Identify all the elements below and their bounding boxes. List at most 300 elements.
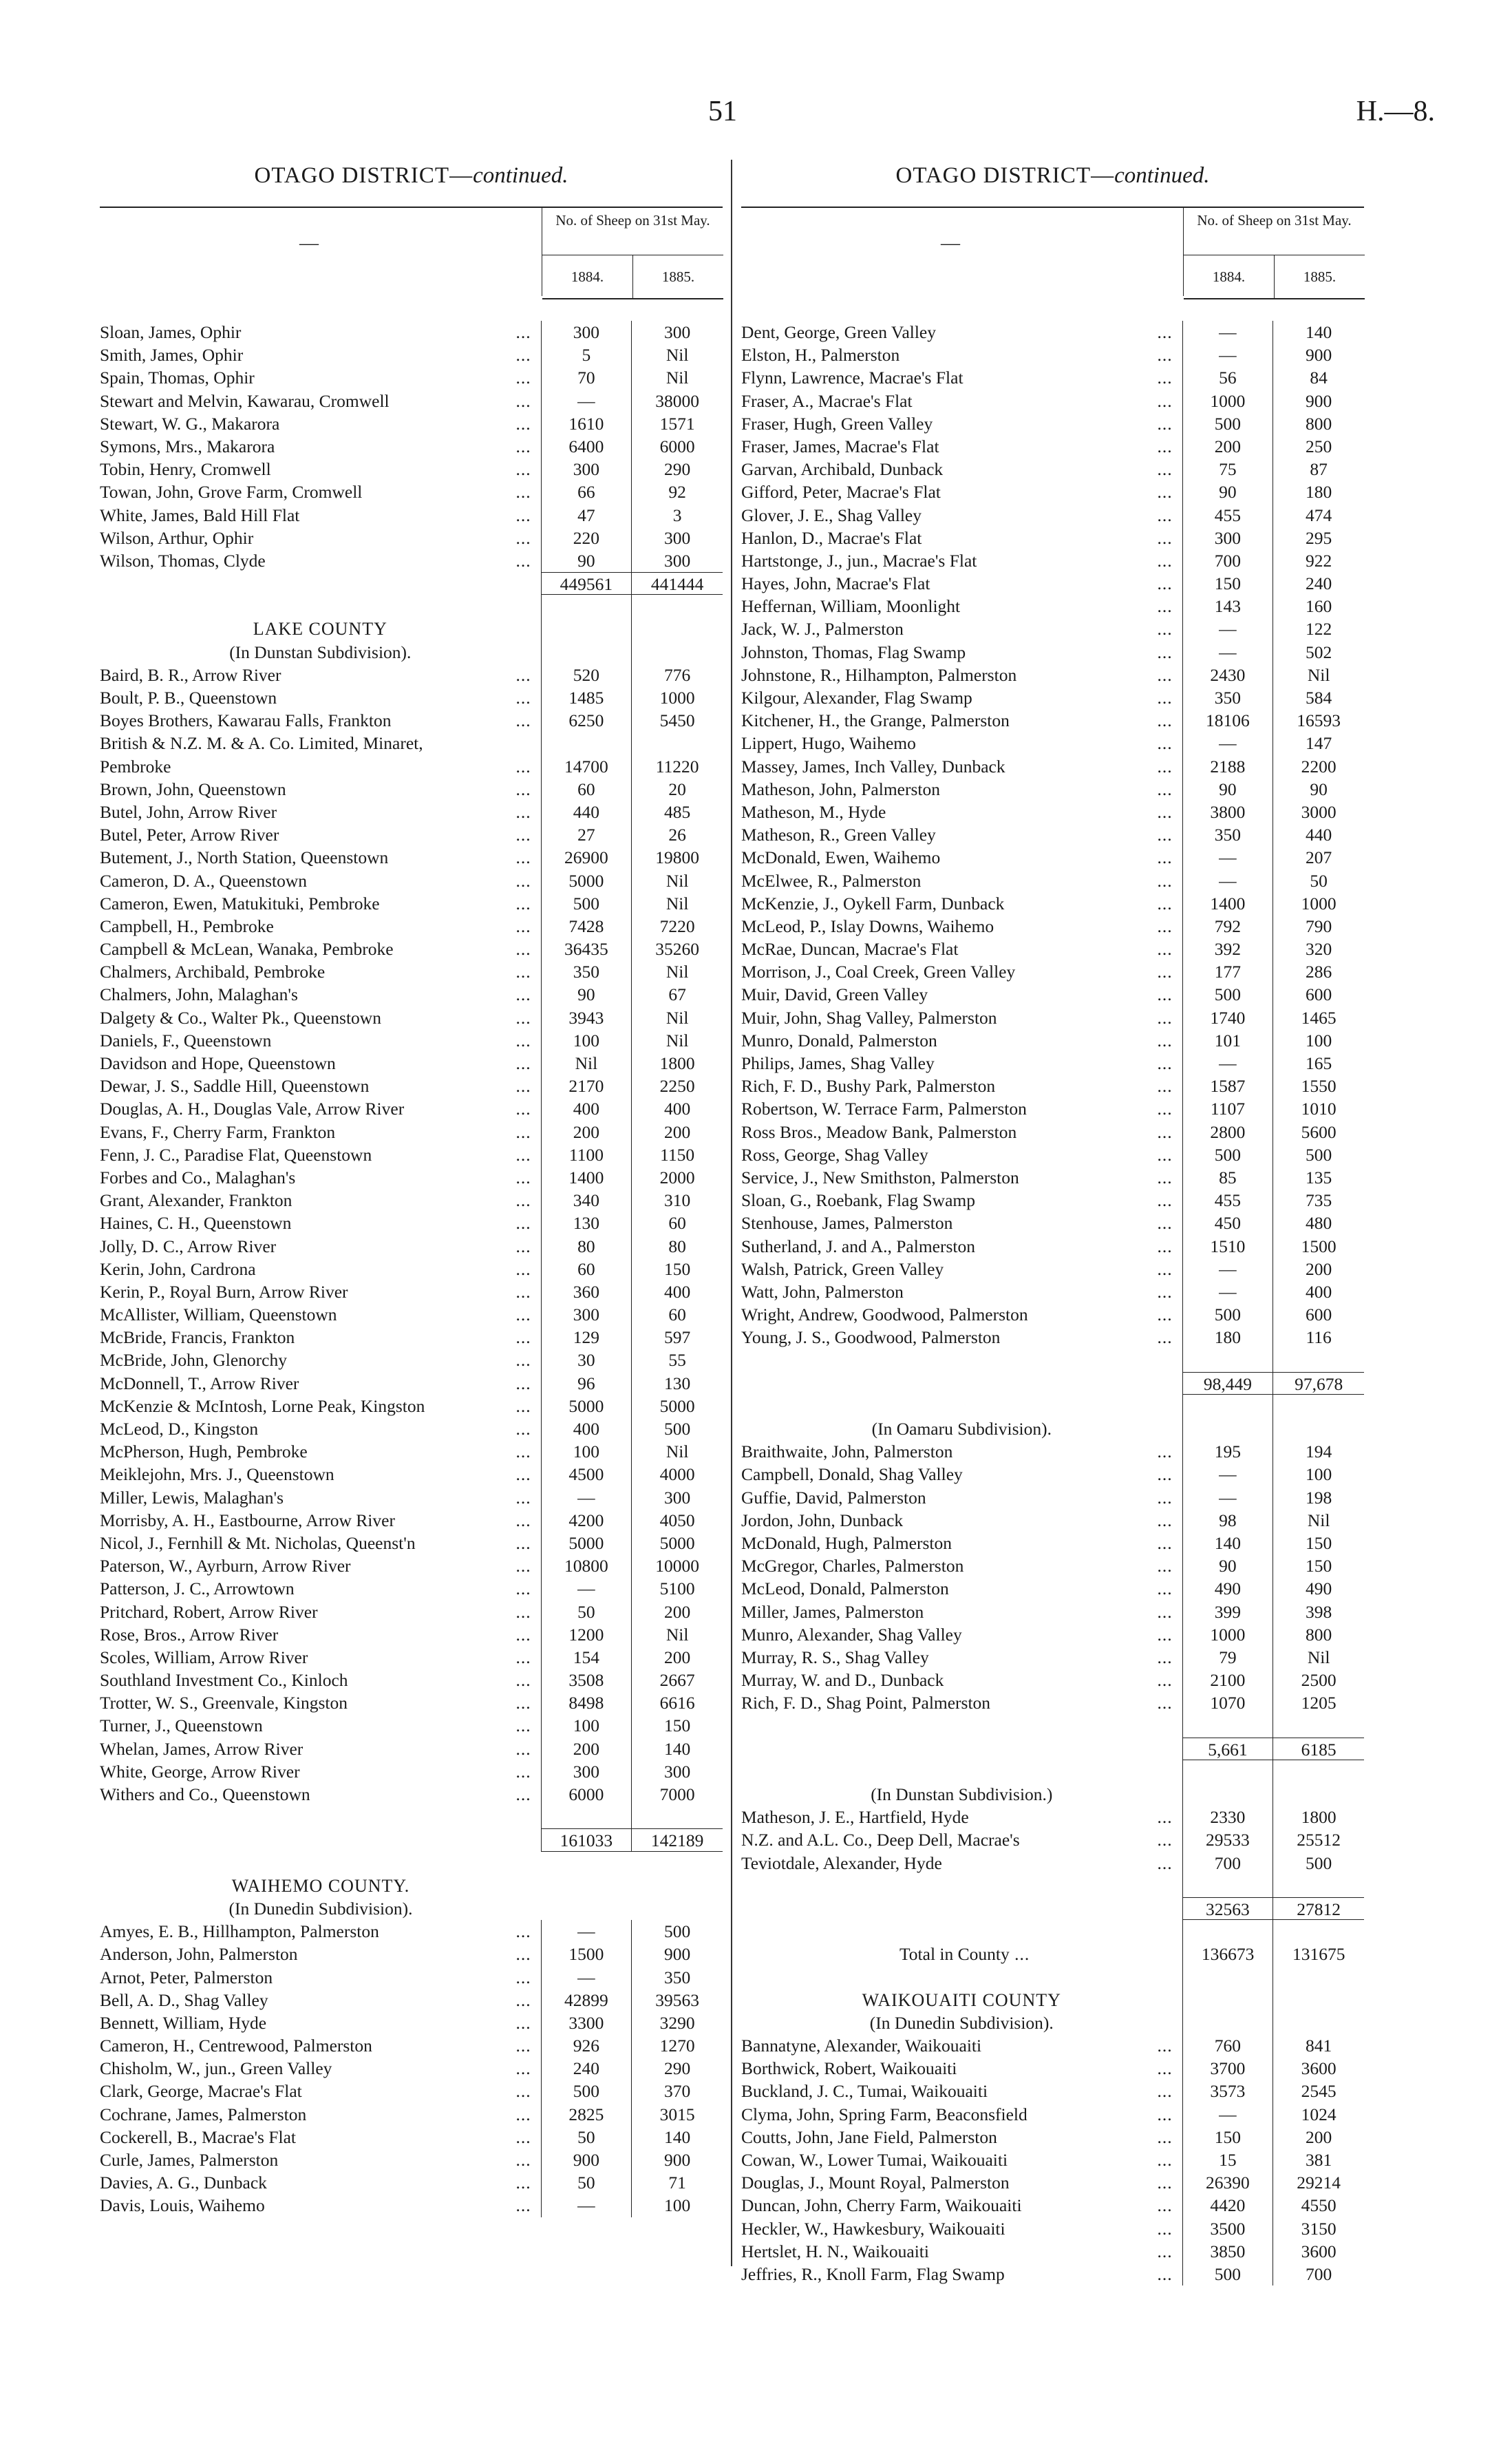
sheep-1884: 392 [1182,938,1273,960]
owner-name: Smith, James, Ophir ... [100,345,531,366]
owner-name: Anderson, John, Palmerston ... [100,1944,531,1965]
table-row [100,1577,723,1600]
sheep-1884: — [541,1486,632,1509]
table-row [100,983,723,1006]
owner-name: McAllister, William, Queenstown ... [100,1305,531,1325]
total-row: 5,661 6185 [741,1738,1364,1760]
owner-name: McDonald, Hugh, Palmerston ... [741,1532,1173,1553]
sheep-1884: 1510 [1182,1235,1273,1258]
owner-name: Miller, James, Palmerston ... [741,1601,1173,1622]
owner-name: Bannatyne, Alexander, Waikouaiti ... [741,2036,1173,2056]
table-row [741,801,1364,823]
owner-name: Boult, P. B., Queenstown ... [100,688,531,708]
sheep-1885: 1150 [631,1143,723,1166]
sheep-1884: 3573 [1182,2080,1273,2102]
table-row [100,2148,723,2171]
sheep-1884: 5 [541,344,632,366]
owner-name: Pritchard, Robert, Arrow River ... [100,1601,531,1622]
owner-name: Cockerell, B., Macrae's Flat ... [100,2126,531,2147]
table-row [100,1691,723,1714]
table-row [741,2148,1364,2171]
table-row [741,1280,1364,1303]
sheep-1884: 4500 [541,1463,632,1486]
table-row [741,549,1364,572]
owner-name: Forbes and Co., Malaghan's ... [100,1167,531,1187]
table-row [100,549,723,572]
sheep-1885: 7220 [631,915,723,938]
table-row [741,641,1364,664]
section-title: WAIKOUAITI COUNTY [862,1989,1061,2010]
sheep-1884: — [1182,1052,1273,1075]
sheep-label: No. of Sheep on 31st May. [1184,208,1365,255]
sheep-1884: 27 [541,823,632,846]
sheep-1885: Nil [1273,1509,1364,1532]
sheep-1884: 3508 [541,1669,632,1691]
sheep-1884: Nil [541,1052,632,1075]
owner-name: Walsh, Patrick, Green Valley ... [741,1258,1173,1279]
sheep-1885: 1800 [631,1052,723,1075]
owner-name: Jordon, John, Dunback ... [741,1510,1173,1530]
owner-name: Duncan, John, Cherry Farm, Waikouaiti ... [741,2195,1173,2216]
sheep-1885: 140 [1273,321,1364,344]
column-divider [731,160,732,2266]
owner-name: McLeod, D., Kingston ... [100,1419,531,1439]
sheep-1885: Nil [631,1006,723,1029]
sheep-1884: 47 [541,504,632,527]
table-row [100,321,723,344]
sheep-1885: 5000 [631,1532,723,1554]
section-subtitle: (In Dunedin Subdivision). [869,2012,1054,2033]
table-row [741,2080,1364,2102]
sheep-1884: 7428 [541,915,632,938]
sheep-1884: — [1182,2103,1273,2126]
sheep-1885: 350 [631,1966,723,1989]
sheep-1885: 165 [1273,1052,1364,1075]
section-subtitle: (In Dunstan Subdivision). [229,642,412,662]
table-row [100,709,723,732]
table-row [741,686,1364,709]
owner-name: Matheson, R., Green Valley ... [741,825,1173,845]
sheep-1885: Nil [631,960,723,983]
owner-name: Davis, Louis, Waihemo ... [100,2195,531,2216]
sheep-1885: 1270 [631,2034,723,2057]
owner-name: Nicol, J., Fernhill & Mt. Nicholas, Queenst'n ... [100,1532,531,1553]
section-title: WAIHEMO COUNTY. [231,1875,410,1896]
sheep-1884: 700 [1182,1852,1273,1875]
owner-name: Davies, A. G., Dunback ... [100,2173,531,2193]
sheep-1884: 3700 [1182,2057,1273,2080]
owner-name: Buckland, J. C., Tumai, Waikouaiti ... [741,2081,1173,2102]
sheep-1884: 400 [541,1417,632,1440]
sheep-1884: 5000 [541,1395,632,1417]
table-row [100,846,723,869]
table-row [100,1303,723,1326]
sheep-1884: 14700 [541,755,632,778]
sheep-1885: 500 [1273,1852,1364,1875]
table-row [741,1828,1364,1851]
year-1885: 1885. [661,268,695,285]
table-row [100,390,723,412]
sheep-1884: 1100 [541,1143,632,1166]
sheep-1885: 400 [631,1280,723,1303]
table-row [100,2012,723,2034]
table-row [741,778,1364,801]
sheep-1884: 490 [1182,1577,1273,1600]
sheep-1885: 90 [1273,778,1364,801]
sheep-1884: 98 [1182,1509,1273,1532]
owner-name: Murray, W. and D., Dunback ... [741,1670,1173,1691]
sheep-1885: 370 [631,2080,723,2102]
sheep-1884: 29533 [1182,1828,1273,1851]
sheep-1884: — [541,1966,632,1989]
table-row [741,527,1364,549]
sheep-1884: 36435 [541,938,632,960]
owner-name: Munro, Donald, Palmerston ... [741,1030,1173,1050]
sheep-1884: 350 [1182,686,1273,709]
sheep-1885: 150 [1273,1532,1364,1554]
sheep-1884: 50 [541,1601,632,1623]
table-row [741,1601,1364,1623]
sheep-1884: 900 [541,2148,632,2171]
table-row [741,1669,1364,1691]
owner-name: Lippert, Hugo, Waihemo ... [741,733,1173,754]
owner-name: Dalgety & Co., Walter Pk., Queenstown ... [100,1007,531,1028]
sheep-1884: 90 [1182,481,1273,503]
sheep-1885: 400 [631,1097,723,1120]
owner-name: Hayes, John, Macrae's Flat ... [741,573,1173,594]
waihemo-dunedin-rows [741,321,1364,1349]
sheep-1884: 1610 [541,412,632,435]
sheep-1884: — [1182,641,1273,664]
sheep-1885: 4050 [631,1509,723,1532]
owner-name: McRae, Duncan, Macrae's Flat ... [741,939,1173,960]
table-row [100,2194,723,2217]
owner-name: Arnot, Peter, Palmerston ... [100,1967,531,1987]
sheep-1885: Nil [1273,1646,1364,1669]
owner-name: Young, J. S., Goodwood, Palmerston ... [741,1327,1173,1348]
table-row [100,1943,723,1965]
sheep-1885: 2545 [1273,2080,1364,2102]
table-row [741,755,1364,778]
owner-name: Hanlon, D., Macrae's Flat ... [741,527,1173,548]
owner-name: Baird, B. R., Arrow River ... [100,664,531,685]
sheep-1885: 500 [1273,1143,1364,1166]
sheep-1885: 26 [631,823,723,846]
sheep-1885: 800 [1273,412,1364,435]
owner-name: McDonald, Ewen, Waihemo ... [741,847,1173,868]
sheep-1884: 66 [541,481,632,503]
sheep-1885: Nil [631,366,723,389]
section-subtitle: (In Oamaru Subdivision). [871,1419,1052,1439]
table-row [741,1143,1364,1166]
sheep-1885: 1000 [631,686,723,709]
sheep-1885: 200 [1273,1258,1364,1280]
sheep-1885: 11220 [631,755,723,778]
table-row [741,732,1364,754]
sheep-1884: — [1182,732,1273,754]
sheep-1884: 1070 [1182,1691,1273,1714]
table-row [100,458,723,481]
sheep-1884: 360 [541,1280,632,1303]
owner-name: Ross Bros., Meadow Bank, Palmerston ... [741,1121,1173,1142]
sheep-1885: 841 [1273,2034,1364,2057]
table-row [741,2194,1364,2217]
table-row [741,846,1364,869]
sheep-1885: 240 [1273,572,1364,595]
sheep-1885: 200 [1273,2126,1364,2148]
year-1885: 1885. [1303,268,1337,285]
sheep-1884: — [541,2194,632,2217]
sheep-1884: 300 [541,321,632,344]
table-row [741,915,1364,938]
table-row [741,1121,1364,1143]
sheep-1884: — [1182,869,1273,892]
sheep-1884: 200 [1182,435,1273,458]
owner-name: Haines, C. H., Queenstown ... [100,1213,531,1234]
sheep-1885: 286 [1273,960,1364,983]
sheep-1885: 474 [1273,504,1364,527]
year-1884: 1884. [542,255,633,298]
table-row [100,1235,723,1258]
sheep-1885: 600 [1273,983,1364,1006]
sheep-1884: 399 [1182,1601,1273,1623]
sheep-1885: 60 [631,1303,723,1326]
sheep-1885: 60 [631,1212,723,1234]
sheep-1884: — [1182,344,1273,366]
sheep-1885: 900 [1273,390,1364,412]
owner-name: Morrisby, A. H., Eastbourne, Arrow River ... [100,1510,531,1530]
sheep-1885: 198 [1273,1486,1364,1509]
owner-name: Wilson, Thomas, Clyde ... [100,550,531,571]
table-row [100,664,723,686]
table-row [741,2034,1364,2057]
sheep-1885: 490 [1273,1577,1364,1600]
sheep-1885: 100 [1273,1463,1364,1486]
sheep-1885: 147 [1273,732,1364,754]
waihemo-county-rows [100,1920,723,2217]
owner-name: McPherson, Hugh, Pembroke ... [100,1442,531,1462]
table-row [741,1577,1364,1600]
table-row [741,1212,1364,1234]
sheep-1885: 1465 [1273,1006,1364,1029]
table-row [741,1097,1364,1120]
owner-name: McDonnell, T., Arrow River ... [100,1373,531,1393]
sheep-1884: 90 [1182,1554,1273,1577]
table-row [741,595,1364,617]
sheep-1884: 1400 [541,1166,632,1189]
sheep-1885: 584 [1273,686,1364,709]
table-row [100,1646,723,1669]
owner-name: Sutherland, J. and A., Palmerston ... [741,1236,1173,1256]
sheep-1884: 75 [1182,458,1273,481]
table-row [100,412,723,435]
owner-name: Cameron, D. A., Queenstown ... [100,870,531,891]
owner-name: Cameron, H., Centrewood, Palmerston ... [100,2036,531,2056]
owner-name: McBride, John, Glenorchy ... [100,1350,531,1371]
owner-name: McLeod, Donald, Palmerston ... [741,1579,1173,1599]
owner-name: Muir, John, Shag Valley, Palmerston ... [741,1007,1173,1028]
sheep-1885: 130 [631,1372,723,1395]
sheep-1885: 290 [631,2057,723,2080]
owner-name: Heckler, W., Hawkesbury, Waikouaiti ... [741,2218,1173,2239]
district-title-right: OTAGO DISTRICT—continued. [895,163,1210,188]
table-row [741,1554,1364,1577]
sheep-1885: 3150 [1273,2217,1364,2240]
sheep-1885: 5100 [631,1577,723,1600]
sheep-1885: Nil [631,869,723,892]
owner-name: Douglas, A. H., Douglas Vale, Arrow River ... [100,1099,531,1119]
owner-name: Pembroke ... [100,756,531,777]
sheep-1885: 500 [631,1417,723,1440]
county-total-row: Total in County ... 136673 131675 [741,1943,1364,1965]
sheep-1885: 900 [1273,344,1364,366]
section-subtitle: (In Dunstan Subdivision.) [871,1784,1053,1804]
sheep-1884: — [1182,1258,1273,1280]
owner-name: Johnston, Thomas, Flag Swamp ... [741,642,1173,662]
sheep-1884: 140 [1182,1532,1273,1554]
sheep-1885: 207 [1273,846,1364,869]
sheep-1884: — [541,1577,632,1600]
owner-name: Clark, George, Macrae's Flat ... [100,2081,531,2102]
sheep-1884: 60 [541,1258,632,1280]
owner-name: Butement, J., North Station, Queenstown ... [100,847,531,868]
sheep-1884: 455 [1182,504,1273,527]
sheep-1885 [631,732,723,754]
owner-name: McBride, Francis, Frankton ... [100,1327,531,1348]
sheep-1884: 90 [1182,778,1273,801]
table-row [100,869,723,892]
table-row [741,1691,1364,1714]
table-row [100,1440,723,1463]
table-row [741,617,1364,640]
owner-name: White, George, Arrow River ... [100,1761,531,1782]
owner-name: McGregor, Charles, Palmerston ... [741,1556,1173,1576]
sheep-1885: 200 [631,1601,723,1623]
table-row [741,664,1364,686]
sheep-1885: 398 [1273,1601,1364,1623]
sheep-1885: 400 [1273,1280,1364,1303]
owner-name: Campbell, H., Pembroke ... [100,916,531,936]
sheep-1885: 295 [1273,527,1364,549]
sheep-1885: 300 [631,549,723,572]
owner-name: Spain, Thomas, Ophir ... [100,368,531,388]
owner-name: Brown, John, Queenstown ... [100,779,531,799]
sheep-1885: 3290 [631,2012,723,2034]
owner-name: Towan, John, Grove Farm, Cromwell ... [100,482,531,503]
sheep-1885: 3015 [631,2103,723,2126]
owner-name: British & N.Z. M. & A. Co. Limited, Minaret, [100,733,423,754]
table-row [100,960,723,983]
sheep-1885: 20 [631,778,723,801]
table-row [741,1463,1364,1486]
sheep-1884: 70 [541,366,632,389]
table-row [741,1486,1364,1509]
table-header-right [741,207,1364,297]
table-row [741,1623,1364,1646]
table-row [741,1029,1364,1052]
table-row [100,1029,723,1052]
sheep-1884: 56 [1182,366,1273,389]
owner-name: White, James, Bald Hill Flat ... [100,505,531,525]
sheep-1884: 2330 [1182,1806,1273,1828]
sheep-1885: 4550 [1273,2194,1364,2217]
central-otago-rows [100,321,723,572]
table-row [741,2126,1364,2148]
sheep-1885: 700 [1273,2263,1364,2285]
sheep-1884: 1500 [541,1943,632,1965]
sheep-1885: Nil [631,1029,723,1052]
lake-county-rows [100,664,723,1806]
owner-name: Fraser, Hugh, Green Valley ... [741,413,1173,434]
sheep-1884: 80 [541,1235,632,1258]
sheep-1885: 2667 [631,1669,723,1691]
sheep-1884: — [541,1920,632,1943]
table-row [100,1395,723,1417]
sheep-1885: 5000 [631,1395,723,1417]
owner-name: Stewart, W. G., Makarora ... [100,413,531,434]
sheep-1885: 10000 [631,1554,723,1577]
sheep-1884: 1587 [1182,1075,1273,1097]
owner-name: Cochrane, James, Palmerston ... [100,2104,531,2124]
header-dash: — [299,233,319,254]
owner-name: Withers and Co., Queenstown ... [100,1784,531,1804]
sheep-1885: 2200 [1273,755,1364,778]
owner-name: Ross, George, Shag Valley ... [741,1144,1173,1165]
table-row [100,732,723,754]
owner-name: Clyma, John, Spring Farm, Beaconsfield ... [741,2104,1173,2124]
sheep-1884: 154 [541,1646,632,1669]
owner-name: Stewart and Melvin, Kawarau, Cromwell ... [100,390,531,411]
owner-name: Watt, John, Palmerston ... [741,1281,1173,1302]
sheep-1884: 300 [541,1760,632,1783]
sheep-label: No. of Sheep on 31st May. [542,208,723,255]
table-row [741,960,1364,983]
table-row [741,481,1364,503]
table-row [100,1280,723,1303]
sheep-1884: 177 [1182,960,1273,983]
sheep-1885: 160 [1273,595,1364,617]
sheep-1884: 500 [541,892,632,915]
sheep-1885: 25512 [1273,1828,1364,1851]
sheep-1884: 2170 [541,1075,632,1097]
owner-name: Trotter, W. S., Greenvale, Kingston ... [100,1693,531,1713]
sheep-1884: 6400 [541,435,632,458]
owner-name: Jolly, D. C., Arrow River ... [100,1236,531,1256]
sheep-1884: — [1182,321,1273,344]
owner-name: Braithwaite, John, Palmerston ... [741,1442,1173,1462]
header-dash: — [941,233,960,254]
table-row [100,481,723,503]
sheep-1884: 1000 [1182,1623,1273,1646]
sheep-1884: 455 [1182,1189,1273,1212]
table-row [100,366,723,389]
sheep-1884: 6250 [541,709,632,732]
sheep-1885: 485 [631,801,723,823]
sheep-1885: 87 [1273,458,1364,481]
owner-name: Butel, Peter, Arrow River ... [100,825,531,845]
sheep-1884: 85 [1182,1166,1273,1189]
owner-name: Stenhouse, James, Palmerston ... [741,1213,1173,1234]
owner-name: Turner, J., Queenstown ... [100,1715,531,1736]
sheep-1884 [541,732,632,754]
sheep-1884: 500 [1182,2263,1273,2285]
sheep-1885: 1010 [1273,1097,1364,1120]
sheep-1884: 200 [541,1121,632,1143]
table-row [741,2057,1364,2080]
table-row [100,823,723,846]
table-row [741,2240,1364,2263]
table-row [100,1714,723,1737]
